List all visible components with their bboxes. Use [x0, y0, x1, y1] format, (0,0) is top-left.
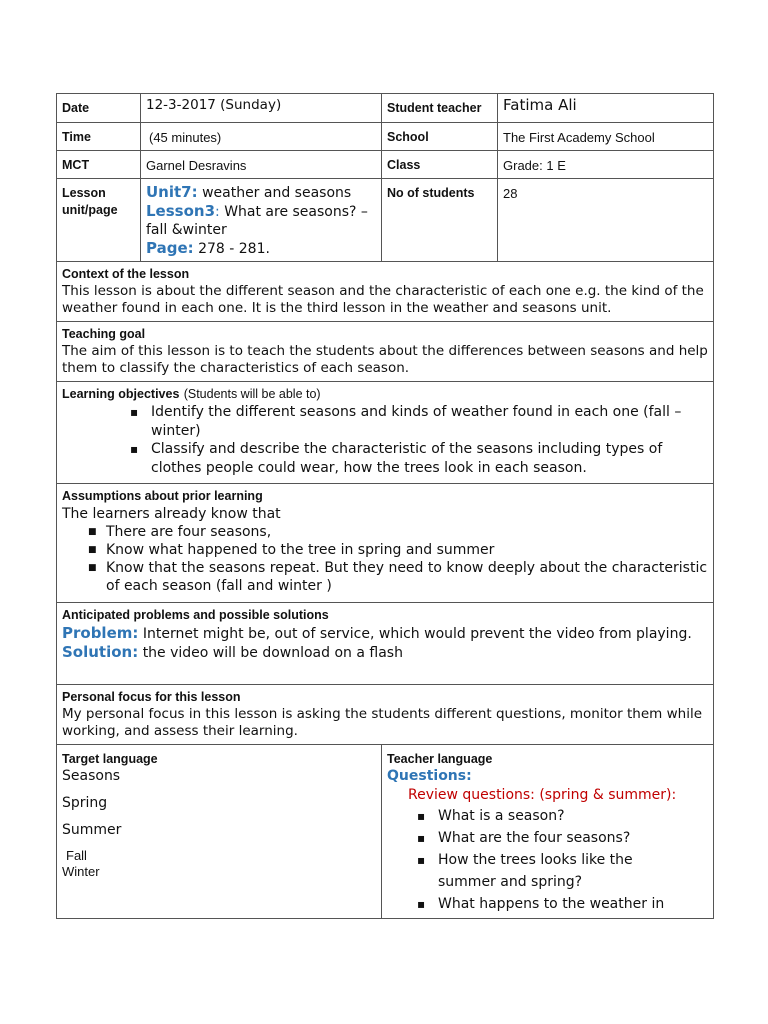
time-label: Time: [57, 123, 141, 151]
problems-cell: [57, 603, 714, 685]
lesson-line: [146, 202, 376, 239]
class-label: Class: [382, 151, 498, 179]
list-item: ▪ Classify and describe the characteristic of the seasons including types of clothes people could wear, how the trees look in each season.: [62, 440, 708, 477]
lesson-number-label: Lesson3: [146, 202, 216, 220]
teaching-goal-title: Teaching goal: [62, 327, 146, 341]
learning-objectives-row: [57, 382, 714, 484]
review-questions-label: Review questions: (spring & summer):: [408, 787, 677, 803]
class-value: Grade: 1 E: [498, 151, 714, 179]
problems-row: [57, 603, 714, 685]
problems-title: Anticipated problems and possible solutions: [62, 608, 329, 622]
list-item: ▪ What are the four seasons?: [387, 827, 708, 849]
mct-label: MCT: [57, 151, 141, 179]
problem-text: Internet might be, out of service, which would prevent the video from playing.: [142, 626, 692, 642]
mct-row: [57, 151, 714, 179]
teaching-goal-row: [57, 322, 714, 382]
context-title: Context of the lesson: [62, 267, 190, 281]
date-row: [57, 94, 714, 123]
target-language-cell: [57, 745, 382, 919]
page-line: [146, 239, 376, 258]
teaching-goal-text: The aim of this lesson is to teach the students about the differences between seasons and help them to classify the characteristics of each season.: [62, 343, 708, 376]
mct-value: Garnel Desravins: [141, 151, 382, 179]
questions-label: Questions:: [387, 768, 472, 784]
context-text: This lesson is about the different season and the characteristic of each one e.g. the kind of the weather found in each one. It is the third lesson in the weather and seasons unit.: [62, 283, 704, 316]
learning-objectives-cell: [57, 382, 714, 484]
lesson-unit-value: [141, 179, 382, 262]
time-row: [57, 123, 714, 151]
context-cell: [57, 262, 714, 322]
lesson-label-line-1: Lesson: [62, 186, 106, 200]
school-label: School: [382, 123, 498, 151]
assumptions-list: [62, 523, 708, 595]
solution-text: the video will be download on a flash: [142, 645, 403, 661]
problem-label: Problem:: [62, 624, 139, 642]
lesson-plan: [56, 93, 713, 919]
lesson-unit-row: [57, 179, 714, 262]
personal-focus-title: Personal focus for this lesson: [62, 690, 241, 704]
lesson-unit-label: [57, 179, 141, 262]
learning-objectives-subtitle: (Students will be able to): [183, 387, 321, 401]
time-value: (45 minutes): [141, 123, 382, 151]
unit-label: Unit7:: [146, 183, 198, 201]
lesson-title: What are seasons? – fall &winter: [146, 204, 368, 238]
page-value: 278 - 281.: [198, 241, 270, 257]
target-word-seasons: Seasons: [62, 768, 121, 784]
lesson-number-colon: :: [215, 204, 220, 220]
list-item: ▪ What happens to the weather in: [387, 893, 708, 915]
target-word-spring: Spring: [62, 795, 108, 811]
target-language-title: Target language: [62, 752, 158, 766]
assumptions-cell: [57, 484, 714, 603]
lesson-plan-table: [56, 93, 714, 919]
list-item: ▪ How the trees looks like the summer and spring?: [387, 849, 708, 893]
language-row: [57, 745, 714, 919]
page-label: Page:: [146, 239, 194, 257]
target-word-fall: Fall: [66, 848, 87, 863]
personal-focus-cell: [57, 685, 714, 745]
target-word-winter: Winter: [62, 864, 100, 879]
unit-value: weather and seasons: [202, 185, 352, 201]
teaching-goal-cell: [57, 322, 714, 382]
assumptions-row: [57, 484, 714, 603]
list-item: ▪ Identify the different seasons and kinds of weather found in each one (fall – winter): [62, 403, 708, 440]
student-teacher-label: Student teacher: [382, 94, 498, 123]
school-value: The First Academy School: [498, 123, 714, 151]
solution-label: Solution:: [62, 643, 139, 661]
date-label: Date: [57, 94, 141, 123]
teacher-language-cell: [382, 745, 714, 919]
personal-focus-text: My personal focus in this lesson is asking the students different questions, monitor them while working, and assess their learning.: [62, 706, 703, 739]
target-word-summer: Summer: [62, 822, 122, 838]
learning-objectives-heading: [62, 386, 708, 403]
problem-line: [62, 624, 708, 643]
list-item: ■ There are four seasons,: [62, 523, 708, 541]
list-item: ■ Know that the seasons repeat. But they need to know deeply about the characteristic of each season (fall and winter ): [62, 559, 708, 595]
teacher-questions-list: [387, 805, 708, 915]
list-item: ■ Know what happened to the tree in spring and summer: [62, 541, 708, 559]
teacher-language-title: Teacher language: [387, 752, 493, 766]
student-teacher-value: Fatima Ali: [498, 94, 714, 123]
solution-line: [62, 643, 708, 662]
unit-line: [146, 183, 376, 202]
personal-focus-row: [57, 685, 714, 745]
learning-objectives-list: [62, 403, 708, 477]
assumptions-title: Assumptions about prior learning: [62, 489, 263, 503]
assumptions-intro: The learners already know that: [62, 506, 281, 522]
lesson-label-line-2: unit/page: [62, 203, 118, 217]
context-row: [57, 262, 714, 322]
students-label: No of students: [382, 179, 498, 262]
date-value: 12-3-2017 (Sunday): [141, 94, 382, 123]
learning-objectives-title: Learning objectives: [62, 387, 180, 401]
students-value: 28: [498, 179, 714, 262]
list-item: ▪ What is a season?: [387, 805, 708, 827]
